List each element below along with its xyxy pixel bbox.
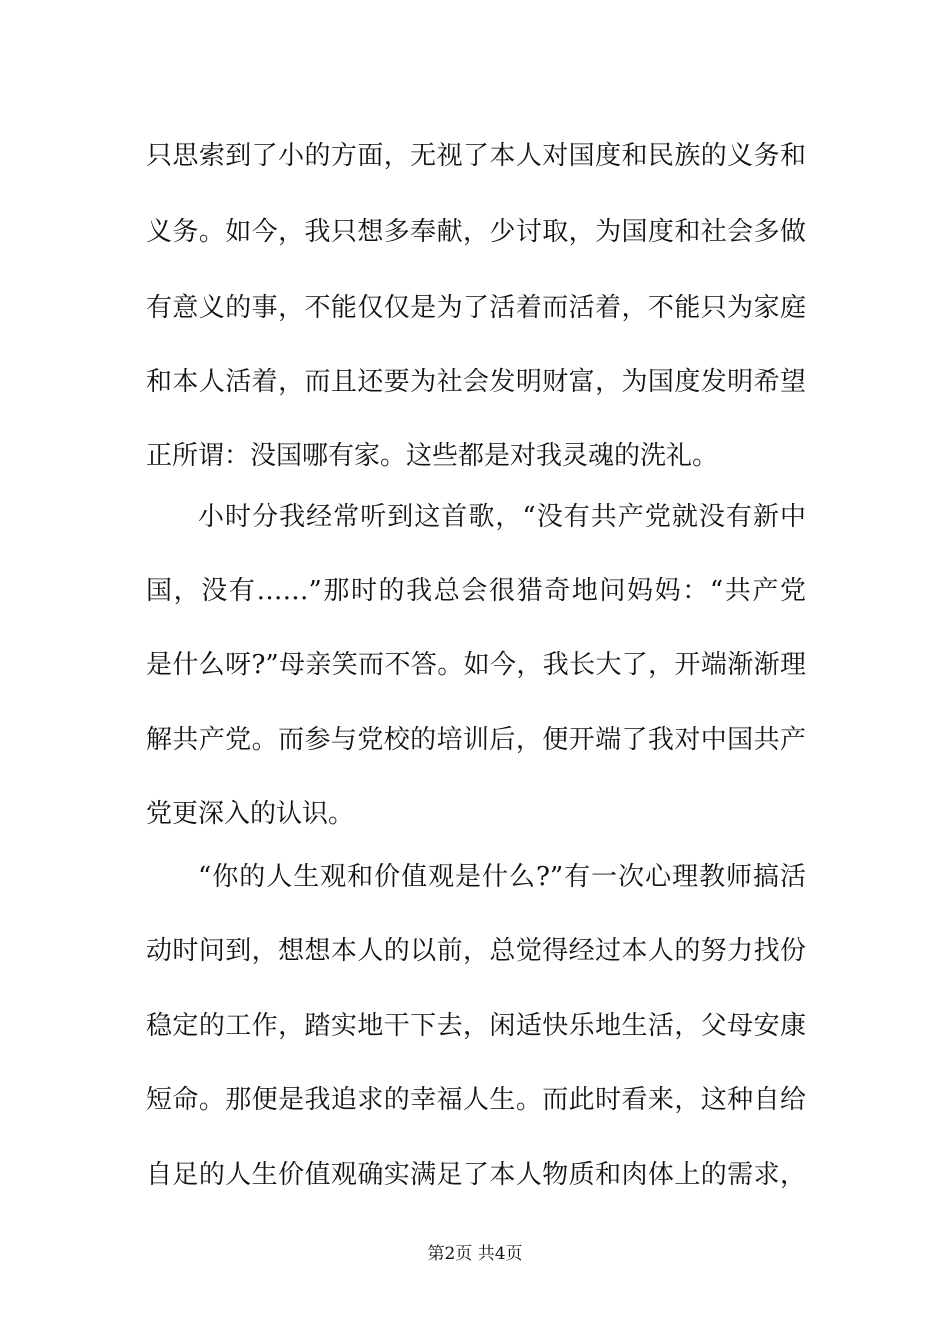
paragraph-3-line-3: 稳定的工作，踏实地干下去，闲适快乐地生活，父母安康 [146, 1011, 806, 1041]
paragraph-1-line-3: 有意义的事，不能仅仅是为了活着而活着，不能只为家庭 [146, 293, 806, 323]
page-number-footer: 第2页 共4页 [427, 1244, 523, 1264]
paragraph-2-line-3: 是什么呀?”母亲笑而不答。如今，我长大了，开端渐渐理 [146, 650, 806, 680]
paragraph-1-line-4: 和本人活着，而且还要为社会发明财富，为国度发明希望 [146, 367, 806, 397]
paragraph-2-line-5: 党更深入的认识。 [146, 799, 355, 829]
paragraph-2-line-1: 小时分我经常听到这首歌，“没有共产党就没有新中 [198, 502, 806, 532]
paragraph-3-line-1: “你的人生观和价值观是什么?”有一次心理教师搞活 [198, 862, 806, 892]
paragraph-2-line-4: 解共产党。而参与党校的培训后，便开端了我对中国共产 [146, 725, 806, 755]
paragraph-1-line-5: 正所谓：没国哪有家。这些都是对我灵魂的洗礼。 [146, 441, 719, 471]
paragraph-1-line-1: 只思索到了小的方面，无视了本人对国度和民族的义务和 [146, 141, 806, 171]
paragraph-2-line-2: 国，没有……”那时的我总会很猎奇地问妈妈：“共产党 [146, 576, 806, 606]
paragraph-1-line-2: 义务。如今，我只想多奉献，少讨取，为国度和社会多做 [146, 217, 806, 247]
paragraph-3-line-2: 动时问到，想想本人的以前，总觉得经过本人的努力找份 [146, 936, 806, 966]
paragraph-3-line-4: 短命。那便是我追求的幸福人生。而此时看来，这种自给 [146, 1085, 806, 1115]
paragraph-3-line-5: 自足的人生价值观确实满足了本人物质和肉体上的需求， [146, 1160, 806, 1190]
